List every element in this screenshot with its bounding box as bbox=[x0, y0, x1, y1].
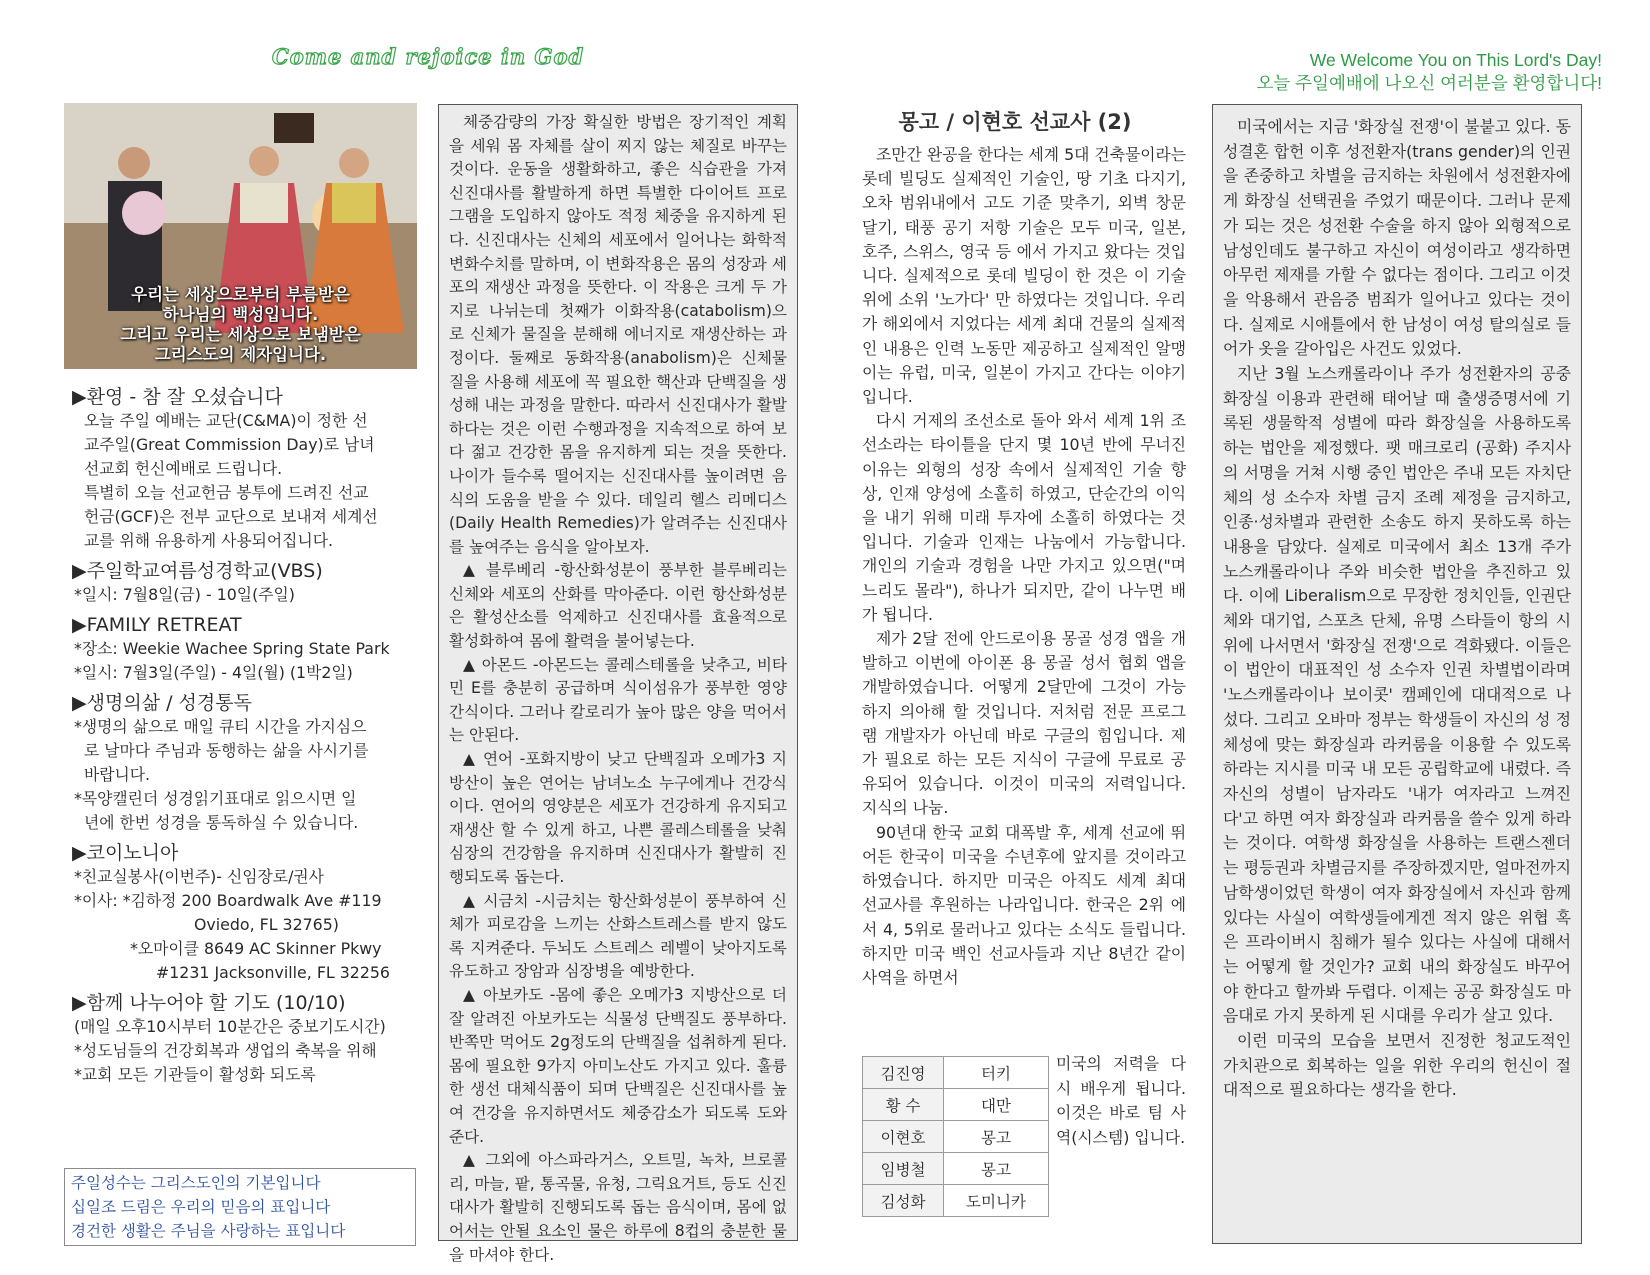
welcome-text: 오늘 주일 예배는 교단(C&MA)이 정한 선 교주일(Great Commission Day)로 남녀 선교회 헌신예배로 드립니다. 특별히 오늘 선교헌금 봉투에 드려진 선교 헌금(GCF)은 전부 교단으로 보내져 세계선 교를 위해 유용하게 사용되어집니다. bbox=[84, 411, 378, 550]
article-paragraph: ▲ 연어 -포화지방이 낮고 단백질과 오메가3 지방산이 높은 연어는 남녀노소 누구에게나 건강식이다. 연어의 영양분은 세포가 건강하게 유지되고 재생산 할 수 있게 하고, 나쁜 콜레스테롤을 낮춰 심장의 건강함을 유지하며 신진대사가 활발히 진행되도록 돕는다. bbox=[449, 750, 787, 886]
welcome-title: ▶환영 - 참 잘 오셨습니다 bbox=[72, 386, 283, 408]
prayer-title: ▶함께 나누어야 할 기도 (10/10) bbox=[72, 992, 346, 1014]
column-article bbox=[1212, 104, 1582, 1244]
article-paragraph: ▲ 아몬드 -아몬드는 콜레스테롤을 낮추고, 비타민 E를 충분히 공급하며 식이섬유가 풍부한 영양간식이다. 그러나 칼로리가 높아 많은 양을 먹어서는 안된다. bbox=[449, 655, 787, 745]
article-paragraph: 지난 3월 노스캐롤라이나 주가 성전환자의 공중화장실 이용과 관련해 태어날 때 출생증명서에 기록된 생물학적 성별에 따라 화장실을 사용하도록 하는 법안을 제정했다. 팻 매크로리 (공화) 주지사의 서명을 거쳐 시행 중인 법안은 주내 모든 자치단체의 성 소수자 차별 금지 조례 제정을 금지하고, 인종·성차별과 관련한 소송도 하지 못하도록 하는 내용을 담았다. 실제로 미국에서 최소 13개 주가 노스캐롤라이나 주와 비슷한 법안을 추진하고 있다. 이에 Liberalism으로 무장한 정치인들, 인권단체와 대기업, 스포츠 단체, 유명 스타들이 항의 시위에 나서면서 '화장실 전쟁'으로 격화됐다. 이들은 이 법안이 대표적인 성 소수자 인권 차별법이라며 '노스캐롤라이나 보이콧' 캠페인에 대대적으로 나섰다. 그리고 오바마 정부는 학생들이 자신의 성 정체성에 맞는 화장실과 라커룸을 이용할 수 있도록 하라는 지시를 미국 내 모든 공립학교에 내렸다. 즉 자신의 성별이 남자라도 '내가 여자라고 느껴진다'고 하면 여자 화장실과 라커룸을 쓸수 있게 하라는 것이다. 여학생 화장실을 사용하는 트랜스젠더는 평등권과 차별금지를 주장하겠지만, 얼마전까지 남학생이었던 학생이 여자 화장실에서 자신과 함께 있다는 사실이 여학생들에게겐 적지 않은 위협 혹은 프라이버시 침해가 될수 있다는 사실에 대해서는 어떻게 할 것인가? 교회 내의 화장실도 바꾸어야 한다고 할까봐 두렵다. 이제는 공공 화장실도 마음대로 가지 못하게 된 시대를 우리가 살고 있다. bbox=[1223, 364, 1571, 1026]
table-row: 황 수 대만 bbox=[863, 1089, 1049, 1121]
motto-box bbox=[64, 1168, 416, 1246]
missionary-title: 몽고 / 이현호 선교사 (2) bbox=[898, 110, 1132, 134]
article-paragraph: 조만간 완공을 한다는 세계 5대 건축물이라는 롯데 빌딩도 실제적인 기술인, 땅 기초 다지기, 오차 범위내에서 고도 기준 맞추기, 외벽 창문 달기, 태풍 공기 저항 기술은 모두 미국, 일본, 호주, 스위스, 영국 등 에서 가지고 왔다는 것입니다. 실제적으로 롯데 빌딩이 한 것은 이 기술 위에 소위 '노가다' 만 하였다는 것입니다. 우리가 해외에서 지었다는 세계 최대 건물의 실제적인 내용은 인력 노동만 제공하고 실제적인 알맹이는 유럽, 미국, 일본이 가지고 간다는 이야기 입니다. bbox=[862, 145, 1186, 407]
bible-text: *생명의 삶으로 매일 큐티 시간을 가지심으 로 날마다 주님과 동행하는 삶을 사시기를 바랍니다. *목양캘린더 성경읽기표대로 읽으시면 일 년에 한번 성경을 통독하실 수 있습니다. bbox=[74, 717, 369, 832]
retreat-title: ▶FAMILY RETREAT bbox=[72, 614, 242, 636]
article-paragraph: ▲ 그외에 아스파라거스, 오트밀, 녹차, 브로콜리, 마늘, 팥, 통곡물, 유청, 그릭요거트, 등도 신진대사가 활발히 진행되도록 돕는 음식이며, 몸에 없어서는 안될 요소인 물은 하루에 8컵의 충분한 물을 마셔야 한다. bbox=[449, 1151, 787, 1264]
header-slogan: Come and rejoice in God bbox=[272, 44, 585, 69]
article-paragraph: 이런 미국의 모습을 보면서 진정한 청교도적인 가치관으로 회복하는 일을 위한 우리의 헌신이 절대적으로 필요하다는 생각을 한다. bbox=[1223, 1031, 1571, 1100]
motto-line: 십일조 드림은 우리의 믿음의 표입니다 bbox=[71, 1198, 331, 1216]
announcements bbox=[72, 381, 412, 1087]
koinonia-text: *친교실봉사(이번주)- 신임장로/권사 *이사: *김하정 200 Boardwalk Ave #119 Oviedo, FL 32765) *오마이클 8649 AC Skinner Pkwy #1231 Jacksonville, FL 32256 bbox=[74, 867, 390, 982]
motto-line: 경건한 생활은 주님을 사랑하는 표입니다 bbox=[71, 1222, 346, 1240]
article-paragraph: ▲ 아보카도 -몸에 좋은 오메가3 지방산으로 더 잘 알려진 아보카도는 식물성 단백질도 풍부하다. 반쪽만 먹어도 2g정도의 단백질을 섭취하게 된다. 몸에 필요한 9가지 아미노산도 가지고 있다. 훌륭한 생선 대체식품이 되며 단백질은 신진대사를 높여 건강을 유지하면서도 체중감소가 되도록 도와준다. bbox=[449, 985, 787, 1146]
missionary-table bbox=[862, 1056, 1049, 1217]
welcome-english: We Welcome You on This Lord's Day! bbox=[1309, 50, 1602, 70]
congregation-photo bbox=[64, 103, 417, 369]
table-row: 김진영 터키 bbox=[863, 1057, 1049, 1089]
article-paragraph: 체중감량의 가장 확실한 방법은 장기적인 계획을 세워 몸 자체를 살이 찌지 않는 체질로 바꾸는 것이다. 운동을 생활화하고, 좋은 식습관을 가져 신진대사를 활발하게 하면 특별한 다이어트 프로그램을 도입하지 않아도 적정 체중을 유지하게 된다. 신진대사는 신체의 세포에서 일어나는 화학적 변화수치를 말하며, 이 변화작용은 몸의 성장과 세포의 재생산 과정을 뜻한다. 이 작용은 크게 두 가지로 나뉘는데 첫째가 이화작용(catabolism)으로 신체가 물질을 분해해 에너지로 재생산하는 과정이다. 둘째로 동화작용(anabolism)은 신체물질을 사용해 세포에 꼭 필요한 핵산과 단백질을 생성해 내는 과정을 말한다. 따라서 신진대사가 활발하다는 것은 이런 수행과정을 지속적으로 하여 보다 젊고 건강한 몸을 유지하게 되는 것을 뜻한다. 나이가 들수록 떨어지는 신진대사를 높이려면 음식의 도움을 받을 수 있다. 데일리 헬스 리메디스(Daily Health Remedies)가 알려주는 신진대사를 높여주는 음식을 알아보자. bbox=[449, 113, 787, 556]
table-row: 임병철 몽고 bbox=[863, 1153, 1049, 1185]
photo-caption: 우리는 세상으로부터 부름받은 하나님의 백성입니다. 그리고 우리는 세상으로 보냄받은 그리스도의 제자입니다. bbox=[120, 285, 361, 364]
table-row: 이현호 몽고 bbox=[863, 1121, 1049, 1153]
prayer-text: (매일 오후10시부터 10분간은 중보기도시간) *성도님들의 건강회복과 생업의 축복을 위해 *교회 모든 기관들이 활성화 되도록 bbox=[74, 1017, 386, 1084]
motto-line: 주일성수는 그리스도인의 기본입니다 bbox=[71, 1174, 321, 1192]
health-article bbox=[438, 104, 798, 1264]
koinonia-title: ▶코이노니아 bbox=[72, 842, 179, 864]
retreat-date: *일시: 7월3일(주일) - 4일(월) (1박2일) bbox=[74, 663, 353, 682]
welcome-header bbox=[1256, 49, 1602, 95]
vbs-title: ▶주일학교여름성경학교(VBS) bbox=[72, 560, 323, 582]
article-paragraph: 90년대 한국 교회 대폭발 후, 세계 선교에 뛰어든 한국이 미국을 수년후에 앞지를 것이라고 하였습니다. 하지만 미국은 아직도 세계 최대 선교사를 후원하는 나라입니다. 한국은 2위 에서 4, 5위로 물러나고 있다는 소식도 들립니다. 하지만 미국 백인 선교사들과 지난 8년간 같이 사역을 하면서 bbox=[862, 822, 1186, 987]
bible-title: ▶생명의삶 / 성경통독 bbox=[72, 692, 252, 714]
article-paragraph: 제가 2달 전에 안드로이용 몽골 성경 앱을 개발하고 이번에 아이폰 용 몽골 성서 협회 앱을 개발하였습니다. 어떻게 2달만에 그것이 가능하지 의아해 할 것입니다. 저처럼 전문 프로그램 개발자가 아닌데 바로 구글의 힘입니다. 제가 필요로 하는 모든 지식이 구글에 무료로 공유되어 있습니다. 이것이 미국의 저력입니다. 지식의 나눔. bbox=[862, 629, 1186, 818]
welcome-korean: 오늘 주일예배에 나오신 여러분을 환영합니다! bbox=[1256, 73, 1602, 93]
vbs-date: *일시: 7월8일(금) - 10일(주일) bbox=[74, 585, 295, 604]
table-row: 김성화 도미니카 bbox=[863, 1185, 1049, 1217]
article-paragraph: 다시 거제의 조선소로 돌아 와서 세계 1위 조선소라는 타이틀을 단지 몇 10년 반에 무너진 이유는 외형의 성장 속에서 실제적인 기술 향상, 인재 양성에 소홀히 하였고, 단순간의 이익을 내기 위해 미래 투자에 소홀히 하였다는 것입니다. 기술과 인재는 나눔에서 가능합니다. 개인의 기술과 경험을 나만 가지고 있으면("며느리도 몰라"), 하나가 되지만, 같이 나누면 배가 됩니다. bbox=[862, 411, 1186, 624]
missionary-side-text: 미국의 저력을 다시 배우게 됩니다. 이것은 바로 팀 사역(시스템) 입니다. bbox=[1056, 1054, 1186, 1147]
retreat-place: *장소: Weekie Wachee Spring State Park bbox=[74, 639, 390, 658]
article-paragraph: ▲ 시금치 -시금치는 항산화성분이 풍부하여 신체가 피로감을 느끼는 산화스트레스를 받지 않도록 지켜준다. 두뇌도 스트레스 레벨이 낮아지도록 유도하고 장암과 심장병을 예방한다. bbox=[449, 891, 787, 981]
article-paragraph: 미국에서는 지금 '화장실 전쟁'이 불붙고 있다. 동성결혼 합헌 이후 성전환자(trans gender)의 인권을 존중하고 차별을 금지하는 차원에서 성전환자에게 화장실 선택권을 주었기 때문이다. 그러나 문제가 되는 것은 성전환 수술을 하지 않아 외형적으로 남성인데도 불구하고 자신이 여성이라고 생각하면 아무런 제재를 가할 수 없다는 점이다. 그리고 이것을 악용해서 관음증 범죄가 일어나고 있다는 것이다. 실제로 시애틀에서 한 남성이 여성 탈의실로 들어가 옷을 갈아입은 사건도 있었다. bbox=[1223, 117, 1571, 359]
missionary-article bbox=[862, 143, 1186, 990]
article-paragraph: ▲ 블루베리 -항산화성분이 풍부한 블루베리는 신체와 세포의 산화를 막아준다. 이런 항산화성분은 활성산소를 억제하고 신진대사를 효율적으로 활성화하여 몸에 활력을 불어넣는다. bbox=[449, 561, 787, 651]
